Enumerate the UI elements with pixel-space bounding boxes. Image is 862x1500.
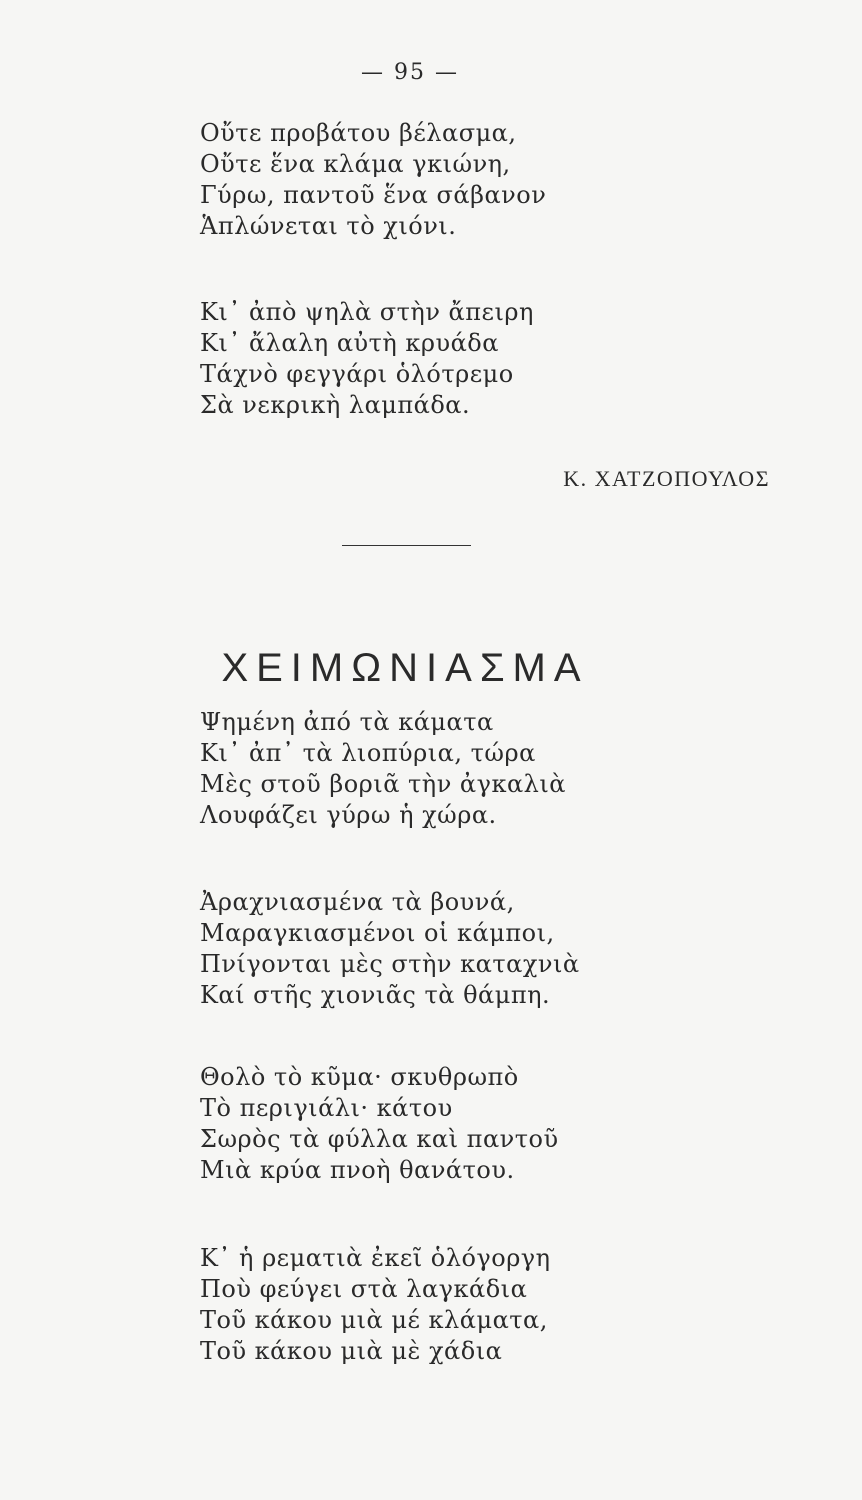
verse-line: Μὲς στοῦ βοριᾶ τὴν ἀγκαλιὰ — [200, 770, 566, 798]
verse-line: Γύρω, παντοῦ ἕνα σάβανον — [200, 181, 547, 209]
poem2-stanza-4 — [200, 1243, 800, 1367]
verse-line: Καί στῆς χιονιᾶς τὰ θάμπη. — [200, 981, 551, 1009]
verse-line: Τοῦ κάκου μιὰ μὲ χάδια — [200, 1337, 503, 1365]
verse-line: Ἁπλώνεται τὸ χιόνι. — [200, 212, 457, 240]
verse-line: Σωρὸς τὰ φύλλα καὶ παντοῦ — [200, 1125, 559, 1153]
verse-line: Ποὺ φεύγει στὰ λαγκάδια — [200, 1275, 528, 1303]
poem-title: ΧΕΙΜΩΝΙΑΣΜΑ — [221, 646, 589, 690]
poem2-stanza-3 — [200, 1062, 800, 1186]
verse-line: Κι᾽ ἀπ᾽ τὰ λιοπύρια, τώρα — [200, 739, 536, 767]
poem2-stanza-1 — [200, 707, 800, 831]
verse-line: Οὔτε ἕνα κλάμα γκιώνη, — [200, 150, 511, 178]
verse-line: Κι᾽ ἄλαλη αὐτὴ κρυάδα — [200, 329, 499, 357]
verse-line: Ψημένη ἀπό τὰ κάματα — [200, 708, 494, 736]
poem1-stanza-1 — [200, 118, 800, 242]
verse-line: Μιὰ κρύα πνοὴ θανάτου. — [200, 1156, 515, 1184]
verse-line: Τὸ περιγιάλι· κάτου — [200, 1094, 453, 1122]
page-number: — 95 — — [361, 60, 459, 85]
verse-line: Ἀραχνιασμένα τὰ βουνά, — [200, 888, 515, 916]
verse-line: Σὰ νεκρικὴ λαμπάδα. — [200, 391, 471, 419]
verse-line: Οὔτε προβάτου βέλασμα, — [200, 119, 517, 147]
section-divider — [342, 545, 471, 546]
poem2-stanza-2 — [200, 887, 800, 1011]
verse-line: Τοῦ κάκου μιὰ μέ κλάματα, — [200, 1306, 548, 1334]
verse-line: Κι᾽ ἀπὸ ψηλὰ στὴν ἄπειρη — [200, 298, 534, 326]
poem1-stanza-2 — [200, 297, 800, 421]
poem-author: Κ. ΧΑΤΖΟΠΟΥΛΟΣ — [563, 466, 770, 491]
verse-line: Κ᾽ ἡ ρεματιὰ ἐκεῖ ὁλόγοργη — [200, 1244, 551, 1272]
verse-line: Πνίγονται μὲς στὴν καταχνιὰ — [200, 950, 580, 978]
verse-line: Λουφάζει γύρω ἡ χώρα. — [200, 801, 497, 829]
verse-line: Μαραγκιασμένοι οἱ κάμποι, — [200, 919, 555, 947]
verse-line: Τάχνὸ φεγγάρι ὁλότρεμο — [200, 360, 514, 388]
verse-line: Θολὸ τὸ κῦμα· σκυθρωπὸ — [200, 1063, 519, 1091]
